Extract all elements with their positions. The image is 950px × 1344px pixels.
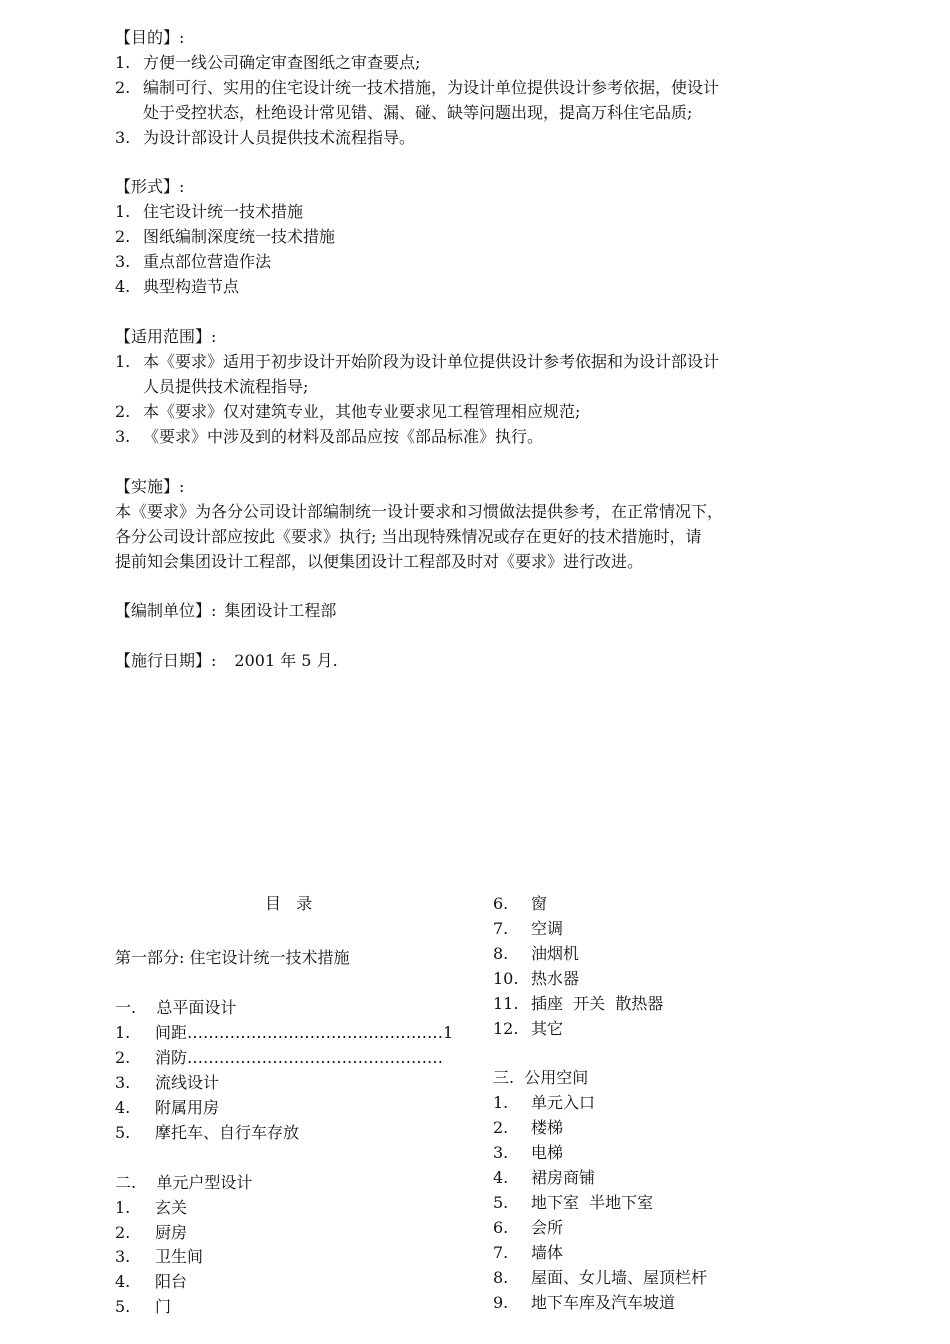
form-item: 3. 重点部位营造作法 <box>115 252 272 271</box>
toc-item: 8. 油烟机 <box>493 944 580 963</box>
toc-item: 2. 楼梯 <box>493 1118 564 1137</box>
toc-item: 5. 门 <box>115 1297 172 1316</box>
toc-item: 8. 屋面、女儿墙、屋顶栏杆 <box>493 1268 708 1287</box>
toc-section-title: 一. 总平面设计 <box>115 998 237 1017</box>
toc-section-title: 二. 单元户型设计 <box>115 1173 253 1192</box>
implement-line: 各分公司设计部应按此《要求》执行; 当出现特殊情况或存在更好的技术措施时，请 <box>115 527 702 546</box>
toc-item: 5. 地下室 半地下室 <box>493 1193 654 1212</box>
implement-heading: 【实施】: <box>115 477 185 496</box>
toc-item: 9. 地下车库及汽车坡道 <box>493 1293 676 1312</box>
toc-item: 11. 插座 开关 散热器 <box>493 994 664 1013</box>
toc-title: 目 录 <box>265 894 313 913</box>
toc-item: 4. 裙房商铺 <box>493 1168 596 1187</box>
toc-item: 3. 卫生间 <box>115 1247 204 1266</box>
toc-item: 7. 空调 <box>493 919 564 938</box>
toc-item: 1. 玄关 <box>115 1198 188 1217</box>
toc-item: 2. 消防………………………………………… <box>115 1048 444 1067</box>
toc-item: 12. 其它 <box>493 1019 564 1038</box>
effective-date: 【施行日期】: 2001 年 5 月. <box>115 651 338 670</box>
toc-item: 6. 窗 <box>493 894 548 913</box>
form-item: 4. 典型构造节点 <box>115 277 240 296</box>
toc-item: 3. 电梯 <box>493 1143 564 1162</box>
implement-line: 提前知会集团设计工程部，以便集团设计工程部及时对《要求》进行改进。 <box>115 552 644 571</box>
toc-part-title: 第一部分: 住宅设计统一技术措施 <box>115 948 350 967</box>
purpose-item-cont: 处于受控状态，杜绝设计常见错、漏、碰、缺等问题出现，提高万科住宅品质; <box>143 103 693 122</box>
form-item: 1. 住宅设计统一技术措施 <box>115 202 304 221</box>
compile-unit: 【编制单位】: 集团设计工程部 <box>115 601 337 620</box>
toc-item: 4. 阳台 <box>115 1272 188 1291</box>
form-item: 2. 图纸编制深度统一技术措施 <box>115 227 336 246</box>
form-heading: 【形式】: <box>115 177 185 196</box>
toc-item: 10. 热水器 <box>493 969 580 988</box>
purpose-heading: 【目的】: <box>115 28 185 47</box>
toc-item: 2. 厨房 <box>115 1223 188 1242</box>
toc-item: 1. 间距…………………………………………1 <box>115 1023 454 1042</box>
toc-item: 1. 单元入口 <box>493 1093 596 1112</box>
purpose-item: 2. 编制可行、实用的住宅设计统一技术措施，为设计单位提供设计参考依据，使设计 <box>115 78 720 97</box>
implement-line: 本《要求》为各分公司设计部编制统一设计要求和习惯做法提供参考，在正常情况下， <box>115 502 724 521</box>
scope-item: 3. 《要求》中涉及到的材料及部品应按《部品标准》执行。 <box>115 427 544 446</box>
scope-item-cont: 人员提供技术流程指导; <box>143 377 309 396</box>
toc-item: 5. 摩托车、自行车存放 <box>115 1123 300 1142</box>
toc-section-title: 三. 公用空间 <box>493 1068 589 1087</box>
scope-item: 1. 本《要求》适用于初步设计开始阶段为设计单位提供设计参考依据和为设计部设计 <box>115 352 720 371</box>
toc-item: 6. 会所 <box>493 1218 564 1237</box>
scope-heading: 【适用范围】: <box>115 327 217 346</box>
toc-item: 4. 附属用房 <box>115 1098 220 1117</box>
purpose-item: 1. 方便一线公司确定审查图纸之审查要点; <box>115 53 421 72</box>
purpose-item: 3. 为设计部设计人员提供技术流程指导。 <box>115 128 416 147</box>
toc-item: 3. 流线设计 <box>115 1073 220 1092</box>
toc-item: 7. 墙体 <box>493 1243 564 1262</box>
scope-item: 2. 本《要求》仅对建筑专业，其他专业要求见工程管理相应规范; <box>115 402 581 421</box>
